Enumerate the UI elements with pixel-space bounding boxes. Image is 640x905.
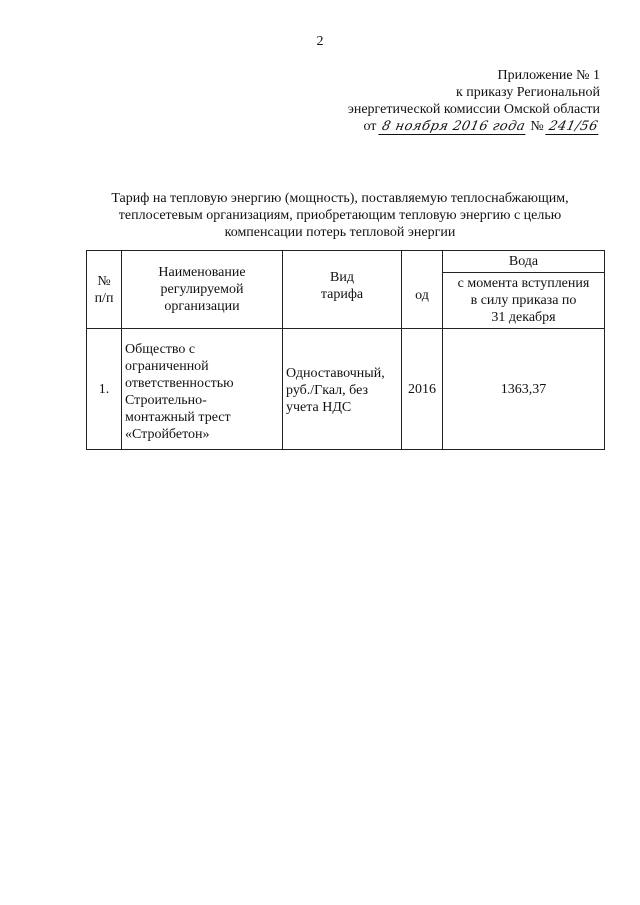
header-water: Вода [443, 251, 605, 273]
appendix-line-3: энергетической комиссии Омской области [347, 102, 600, 117]
document-title [60, 190, 620, 241]
row-num: 1. [87, 329, 122, 450]
appendix-block [348, 67, 600, 138]
title-line-1: Тариф на тепловую энергию (мощность), поставляемую теплоснабжающим, [111, 191, 569, 206]
order-number-prefix: № [530, 119, 544, 134]
order-number: 241/56 [546, 119, 602, 135]
header-year: од [402, 251, 443, 329]
title-line-3: компенсации потерь тепловой энергии [224, 225, 456, 240]
row-value: 1363,37 [443, 329, 605, 450]
order-reference [348, 118, 600, 138]
appendix-line-1: Приложение № 1 [497, 68, 600, 83]
header-type: Вид тарифа [283, 251, 402, 329]
header-num: № п/п [87, 251, 122, 329]
row-tariff-type: Одноставочный, руб./Гкал, без учета НДС [283, 329, 402, 450]
row-organization: Общество с ограниченной ответственностью Строительно- монтажный трест «Стройбетон» [122, 329, 283, 450]
order-date: 8 ноября 2016 года [378, 119, 528, 135]
title-line-2: теплосетевым организациям, приобретающим тепловую энергию с целью [118, 208, 562, 223]
table-row [87, 329, 605, 450]
page-number: 2 [316, 34, 324, 49]
header-name: Наименование регулируемой организации [122, 251, 283, 329]
row-year: 2016 [402, 329, 443, 450]
tariff-table [86, 250, 605, 450]
header-period: с момента вступления в силу приказа по 31 декабря [443, 273, 605, 329]
order-prefix: от [363, 119, 377, 134]
appendix-line-2: к приказу Региональной [455, 85, 600, 100]
header-row-1 [87, 251, 605, 273]
